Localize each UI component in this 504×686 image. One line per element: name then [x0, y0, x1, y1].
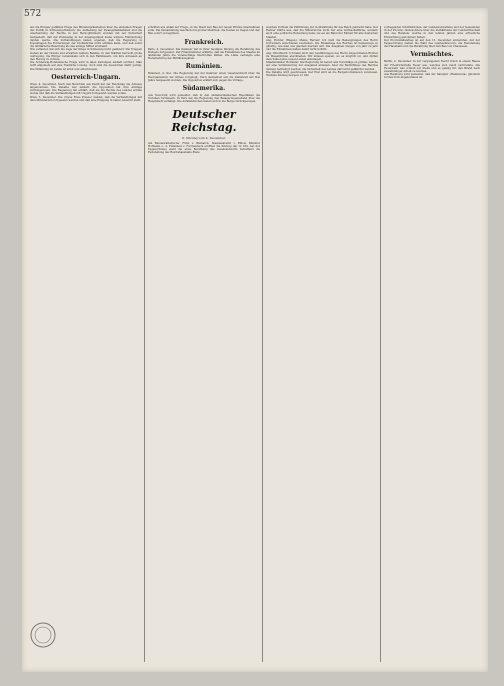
article-paragraph: Berlin, 4. December. In der vergangenen Nacht brach in einem Hause der Friedrichstraße Feuer aus, welches sich rasch verbreitete. Die Feuerwehr war schnell zur Stelle und es gelang ihr, den Brand nach zweistündiger Arbeit zu löschen.: [384, 60, 480, 74]
article-paragraph: schriften aus Anlaß der Frage, ob die Stadt den Bau der neuen Brücke übernehmen solle. Die Versammlung beschloß mit großer Mehrheit, die Kosten zu tragen und den Bau sofort zu beginnen.: [148, 26, 260, 36]
article-paragraph: vorliegenden Schriftstücken, der Landesverwaltung und der Gemeinden in der Provinz, insbesondere über die Verhältnisse der Landwirthschaft und des Handels, welche in den letzten Jahren eine erfreuliche Entwicklung genommen haben.: [384, 26, 480, 39]
column-2: [148, 26, 260, 666]
column-rule: [380, 26, 381, 662]
article-paragraph: Die Debatte wird geschlossen. Der Etat wird an die Budgetcommission verwiesen. Nächste Sitzung morgen 12 Uhr.: [266, 70, 378, 78]
article-paragraph: Wien, 5. December. Die »Neue Freie Presse« meldet, daß die Verhandlungen mit dem Ministerium fortgesetzt werden und daß eine Einigung in naher Aussicht steht.: [30, 95, 142, 102]
section-heading: Oesterreich-Ungarn.: [51, 73, 121, 81]
article-paragraph: Der Provinziallandtag ist auf den 15. December einberufen. Auf der Tagesordnung stehen die Wahl des Landesdirectors, die Feststellung des Haushalts und die Berathung über den Bau von Chausseen.: [384, 38, 480, 49]
section-heading: Südamerika.: [182, 85, 226, 93]
article-paragraph: auf die Ehrgeiz gefüllten Frage des Ministerpräsidenten über die einzelnen Fragen der Politik in Schleswig-Holstein; die Aufhebung der Zwangsmaßnahmen und die Anerkennung der Rechte in den Herzogthümern wurden mit der Sicherheit festgestellt, daß der Bundestag in der Angelegenheit keine weitere Einmischung dulden werde. Die Verhandlungen haben ergeben, daß die Regierung in Kopenhagen die Forderungen der Großmächte nicht erfüllen kann, und daß somit die militärische Besetzung als das einzige Mittel erscheint.: [30, 26, 142, 49]
article-paragraph: welchen Vortheil die Einführung der Goldwährung für das Reich gebracht habe. Der Redner führte aus, daß die Münzreform nicht nur eine wirthschaftliche, sondern auch eine politische Bedeutung habe; sie sei ein Band der Einheit für alle deutschen Staaten.: [266, 26, 378, 39]
library-stamp-icon: [28, 620, 58, 650]
article-paragraph: Abg. Windthorst: Ich kann mich den Ausführungen des Herrn Abgeordneten Richter im Wesentlichen anschließen. Wir müssen sparen, wo es möglich ist, und dürfen dem Volke keine neuen Lasten auferlegen.: [266, 51, 378, 62]
column-4: [384, 26, 480, 666]
section-heading: Frankreich.: [184, 38, 224, 46]
section-heading: Vermischtes.: [410, 51, 454, 59]
column-rule: [262, 26, 263, 662]
column-rule: [144, 26, 145, 662]
page-number: 572: [24, 9, 42, 19]
column-3: [266, 26, 378, 666]
article-paragraph: Am Bundesrathstische: Fürst v. Bismarck, Staatssekretär v. Bülow, Minister Hofmann u. A. Präsident v. Forckenbeck eröffnet die Sitzung um 12 Uhr. Auf der Tagesordnung steht die erste Berathung des Gesetzentwurfs betreffend die Feststellung des Reichshaushalts-Etats.: [148, 141, 260, 155]
article-paragraph: Aus Hamburg wird gemeldet, daß der Dampfer »Hammonia« glücklich in New-York angekommen ist.: [384, 73, 480, 80]
article-paragraph: Aus New-York wird gemeldet, daß in den südamerikanischen Republiken die Unruhen fortdauern. In Peru hat die Regierung den Belagerungszustand über die Hauptstadt verhängt. Die Aufständischen haben sich in die Berge zurückgezogen.: [148, 94, 260, 104]
article-paragraph: Paris, 4. December. Die Kammer hat in ihrer heutigen Sitzung die Berathung des Budgets fortgesetzt. Der Finanzminister erklärte, daß die Einnahmen des Staates im laufenden Jahre die Voranschläge übertroffen hätten. Die Linke verlangte eine Herabsetzung der Militärausgaben.: [148, 47, 260, 61]
article-paragraph: Wie verlautet, hat sich die Lage der Dinge in Schleswig nicht geändert. Die Truppen stehen an der Grenze und erwarten weitere Befehle. In den Städten herrscht große Aufregung; die Bürger versammeln sich in den Rathäusern, um ihre Adressen an den Herzog zu richten.: [30, 48, 142, 62]
section-heading: Rumänien.: [185, 63, 223, 71]
article-paragraph: Abg. Richter (Hagen): Meine Herren! Ich muß die Behauptungen des Herrn Vorredners entschieden bestreiten. Die Finanzlage des Reiches ist keineswegs so günstig, wie man uns glauben machen will. Die Ausgaben steigen von Jahr zu Jahr und die Einnahmen halten damit nicht Schritt.: [266, 38, 378, 52]
newspaper-page: [22, 8, 488, 672]
article-paragraph: Bukarest, 4. Dec. Die Regierung hat der Kammer einen Gesetzentwurf über die Reorganisation der Armee vorgelegt. Nach demselben soll die Dienstzeit auf drei Jahre festgesetzt werden. Die Opposition erklärt sich gegen die Vorlage.: [148, 72, 260, 82]
article-paragraph: Die Schleswig-Holsteinische Frage wird in allen Zeitungen lebhaft erörtert. Man hofft allgemein auf eine friedliche Lösung, doch sind die Aussichten dafür gering. Die Stimmung im Lande ist ernst und entschlossen.: [30, 61, 142, 71]
article-paragraph: Wien, 4. December. Nach den Berichten aus Pesth hat der Reichstag die Adresse angenommen. Die Debatte war lebhaft; die Opposition hat ihre Anträge zurückgezogen. Die Regierung hat erklärt, daß sie die Rechte des Landes achten werde und daß die Verhandlungen mit Ungarn fortgesetzt werden sollen.: [30, 82, 142, 96]
section-masthead: Deutscher Reichstag.: [171, 107, 237, 134]
article-paragraph: Staatsminister Hofmann: Die Regierung ist bereit, alle Vorschläge zu prüfen, welche auf eine Verminderung der Ausgaben abzielen. Aber die Bedürfnisse des Reiches müssen befriedigt werden; die Sicherheit des Landes darf nicht gefährdet werden.: [266, 61, 378, 71]
column-1: [30, 26, 142, 666]
section-subheading: 8. Sitzung vom 4. December.: [182, 135, 226, 140]
